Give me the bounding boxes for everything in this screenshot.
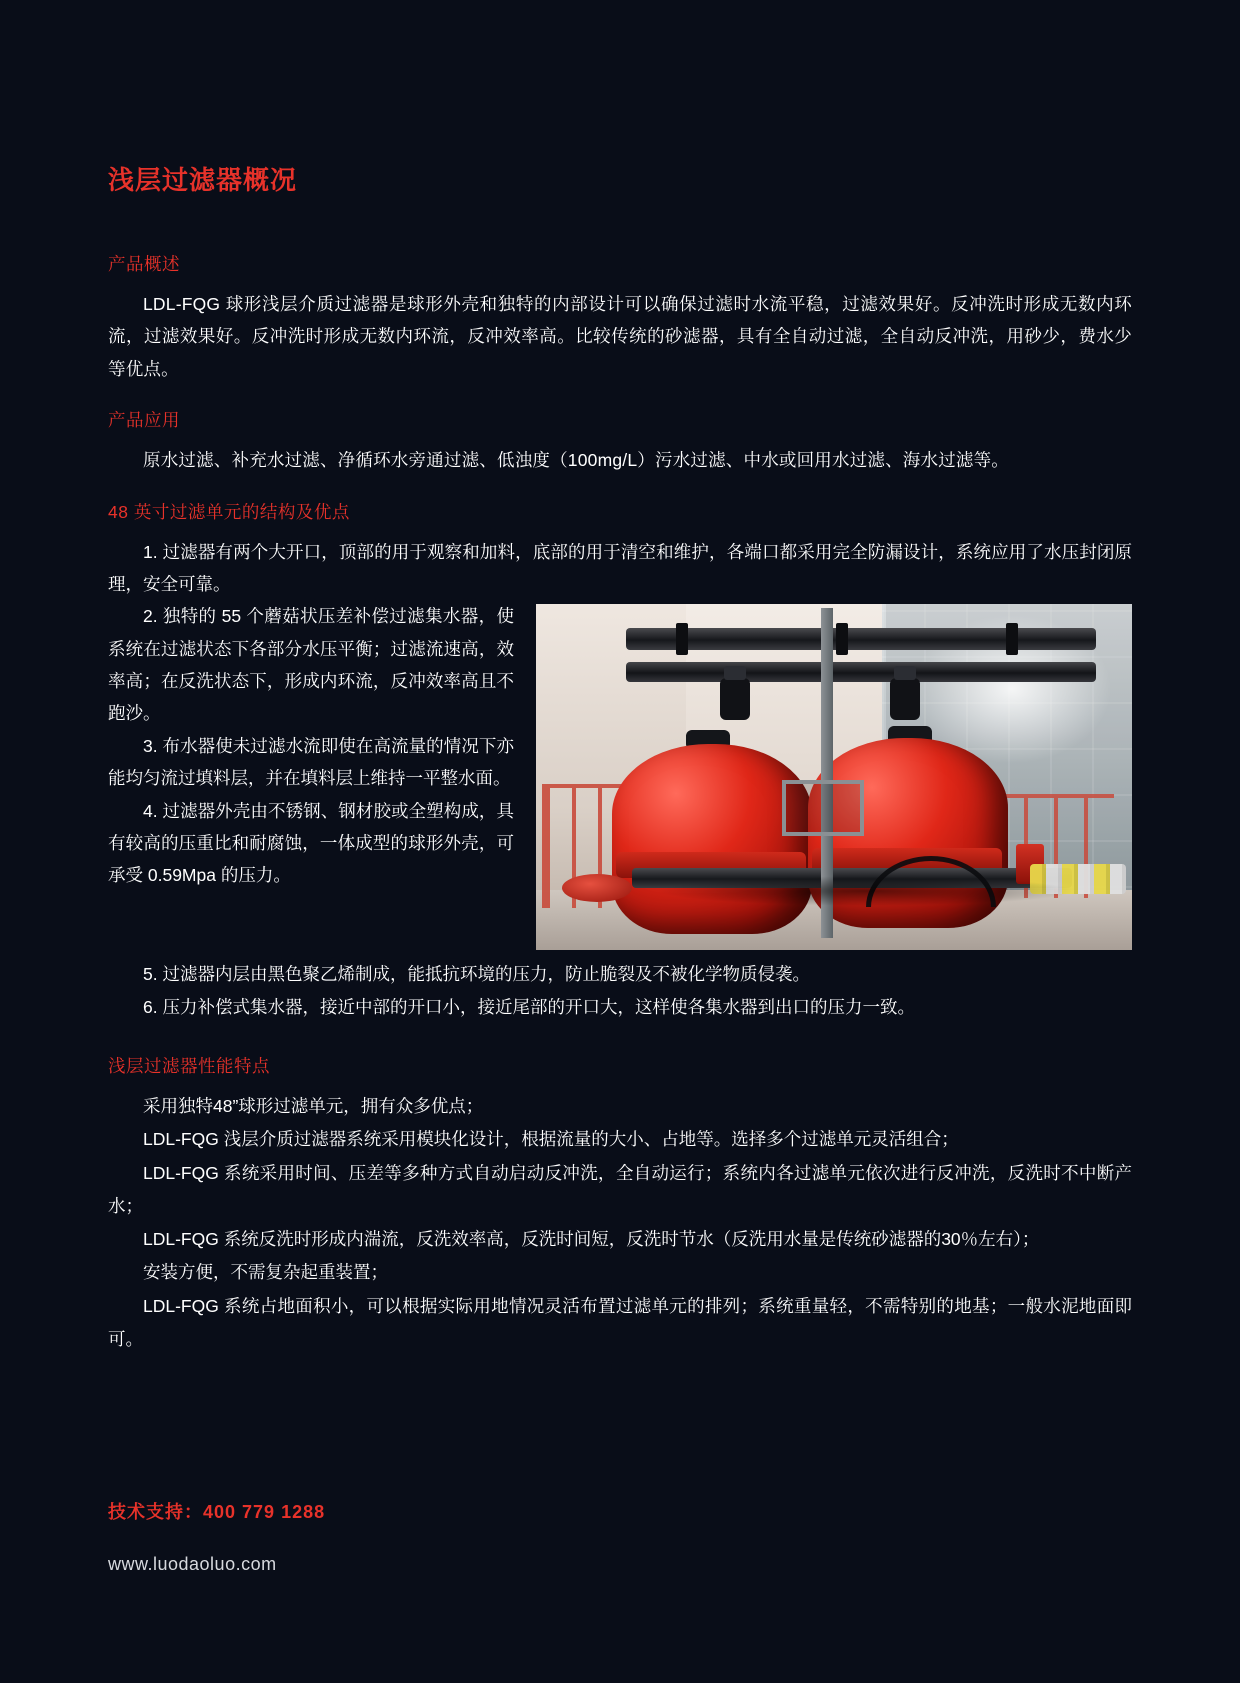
photo-shadow [656, 876, 1076, 906]
section-overview [108, 251, 1132, 385]
performance-item: LDL-FQG 系统反洗时形成内湍流，反洗效率高，反洗时间短，反洗时节水（反洗用水量是传统砂滤器的30％左右）； [143, 1229, 1040, 1249]
photo-top-pipe [626, 628, 1096, 650]
performance-item: LDL-FQG 系统占地面积小，可以根据实际用地情况灵活布置过滤单元的排列；系统重量轻，不需特别的地基；一般水泥地面即可。 [108, 1295, 1132, 1349]
structure-item-6: 6. 压力补偿式集水器，接近中部的开口小，接近尾部的开口大，这样使各集水器到出口的压力一致。 [143, 996, 915, 1017]
photo-flange [676, 623, 688, 655]
performance-item: LDL-FQG 浅层介质过滤器系统采用模块化设计，根据流量的大小、占地等。选择多个过滤单元灵活组合； [143, 1129, 959, 1150]
photo-flange [836, 623, 848, 655]
section-performance [108, 1053, 1132, 1356]
section-heading-structure: 48 英寸过滤单元的结构及优点 [108, 501, 350, 522]
photo-control-panel [782, 780, 864, 836]
performance-item: 采用独特48”球形过滤单元，拥有众多优点； [143, 1096, 484, 1116]
structure-item-1: 1. 过滤器有两个大开口，顶部的用于观察和加料，底部的用于清空和维护，各端口都采用完全防漏设计，系统应用了水压封闭原理，安全可靠。 [108, 541, 1132, 594]
section-heading-overview: 产品概述 [108, 254, 180, 274]
support-contact: 技术支持：400 779 1288 [108, 1502, 326, 1522]
section-structure [108, 499, 1132, 1024]
page-title: 浅层过滤器概况 [108, 165, 298, 195]
photo-flange [1006, 623, 1018, 655]
structure-item-4: 4. 过滤器外壳由不锈钢、钢材胶或全塑构成，具有较高的压重比和耐腐蚀，一体成型的球形外壳，可承受 0.59Mpa 的压力。 [108, 800, 514, 886]
red-filter-tanks-photo [536, 604, 1132, 950]
section-heading-application: 产品应用 [108, 410, 180, 431]
photo-valve [890, 678, 920, 720]
photo-valve [720, 678, 750, 720]
overview-paragraph: LDL-FQG 球形浅层介质过滤器是球形外壳和独特的内部设计可以确保过滤时水流平稳，过滤效果好。反冲洗时形成无数内环流，过滤效果好。反冲洗时形成无数内环流，反冲效率高。比较传统的砂滤器，具有全自动过滤，全自动反冲洗，用砂少，费水少等优点。 [108, 294, 1132, 379]
website-url[interactable]: www.luodaoluo.com [108, 1554, 277, 1574]
structure-item-3: 3. 布水器使未过滤水流即使在高流量的情况下亦能均匀流过填料层，并在填料层上维持一平整水面。 [108, 735, 514, 789]
structure-item-2: 2. 独特的 55 个蘑菇状压差补偿过滤集水器，使系统在过滤状态下各部分水压平衡；过滤流速高，效率高；在反洗状态下，形成内环流，反冲效率高且不跑沙。 [108, 606, 514, 724]
structure-body [108, 536, 1132, 959]
performance-list [108, 1090, 1132, 1356]
performance-item: 安装方便，不需复杂起重装置； [143, 1262, 388, 1283]
section-heading-performance: 浅层过滤器性能特点 [108, 1056, 270, 1076]
structure-item-5: 5. 过滤器内层由黑色聚乙烯制成，能抵抗环境的压力，防止脆裂及不被化学物质侵袭。 [143, 964, 810, 985]
section-application [108, 407, 1132, 476]
application-paragraph: 原水过滤、补充水过滤、净循环水旁通过滤、低浊度（100mg/L）污水过滤、中水或回用水过滤、海水过滤等。 [143, 450, 1009, 471]
photo-second-pipe [626, 662, 1096, 682]
page-footer [108, 1498, 325, 1575]
performance-item: LDL-FQG 系统采用时间、压差等多种方式自动启动反冲洗，全自动运行；系统内各过滤单元依次进行反冲洗，反洗时不中断产水； [108, 1162, 1132, 1216]
